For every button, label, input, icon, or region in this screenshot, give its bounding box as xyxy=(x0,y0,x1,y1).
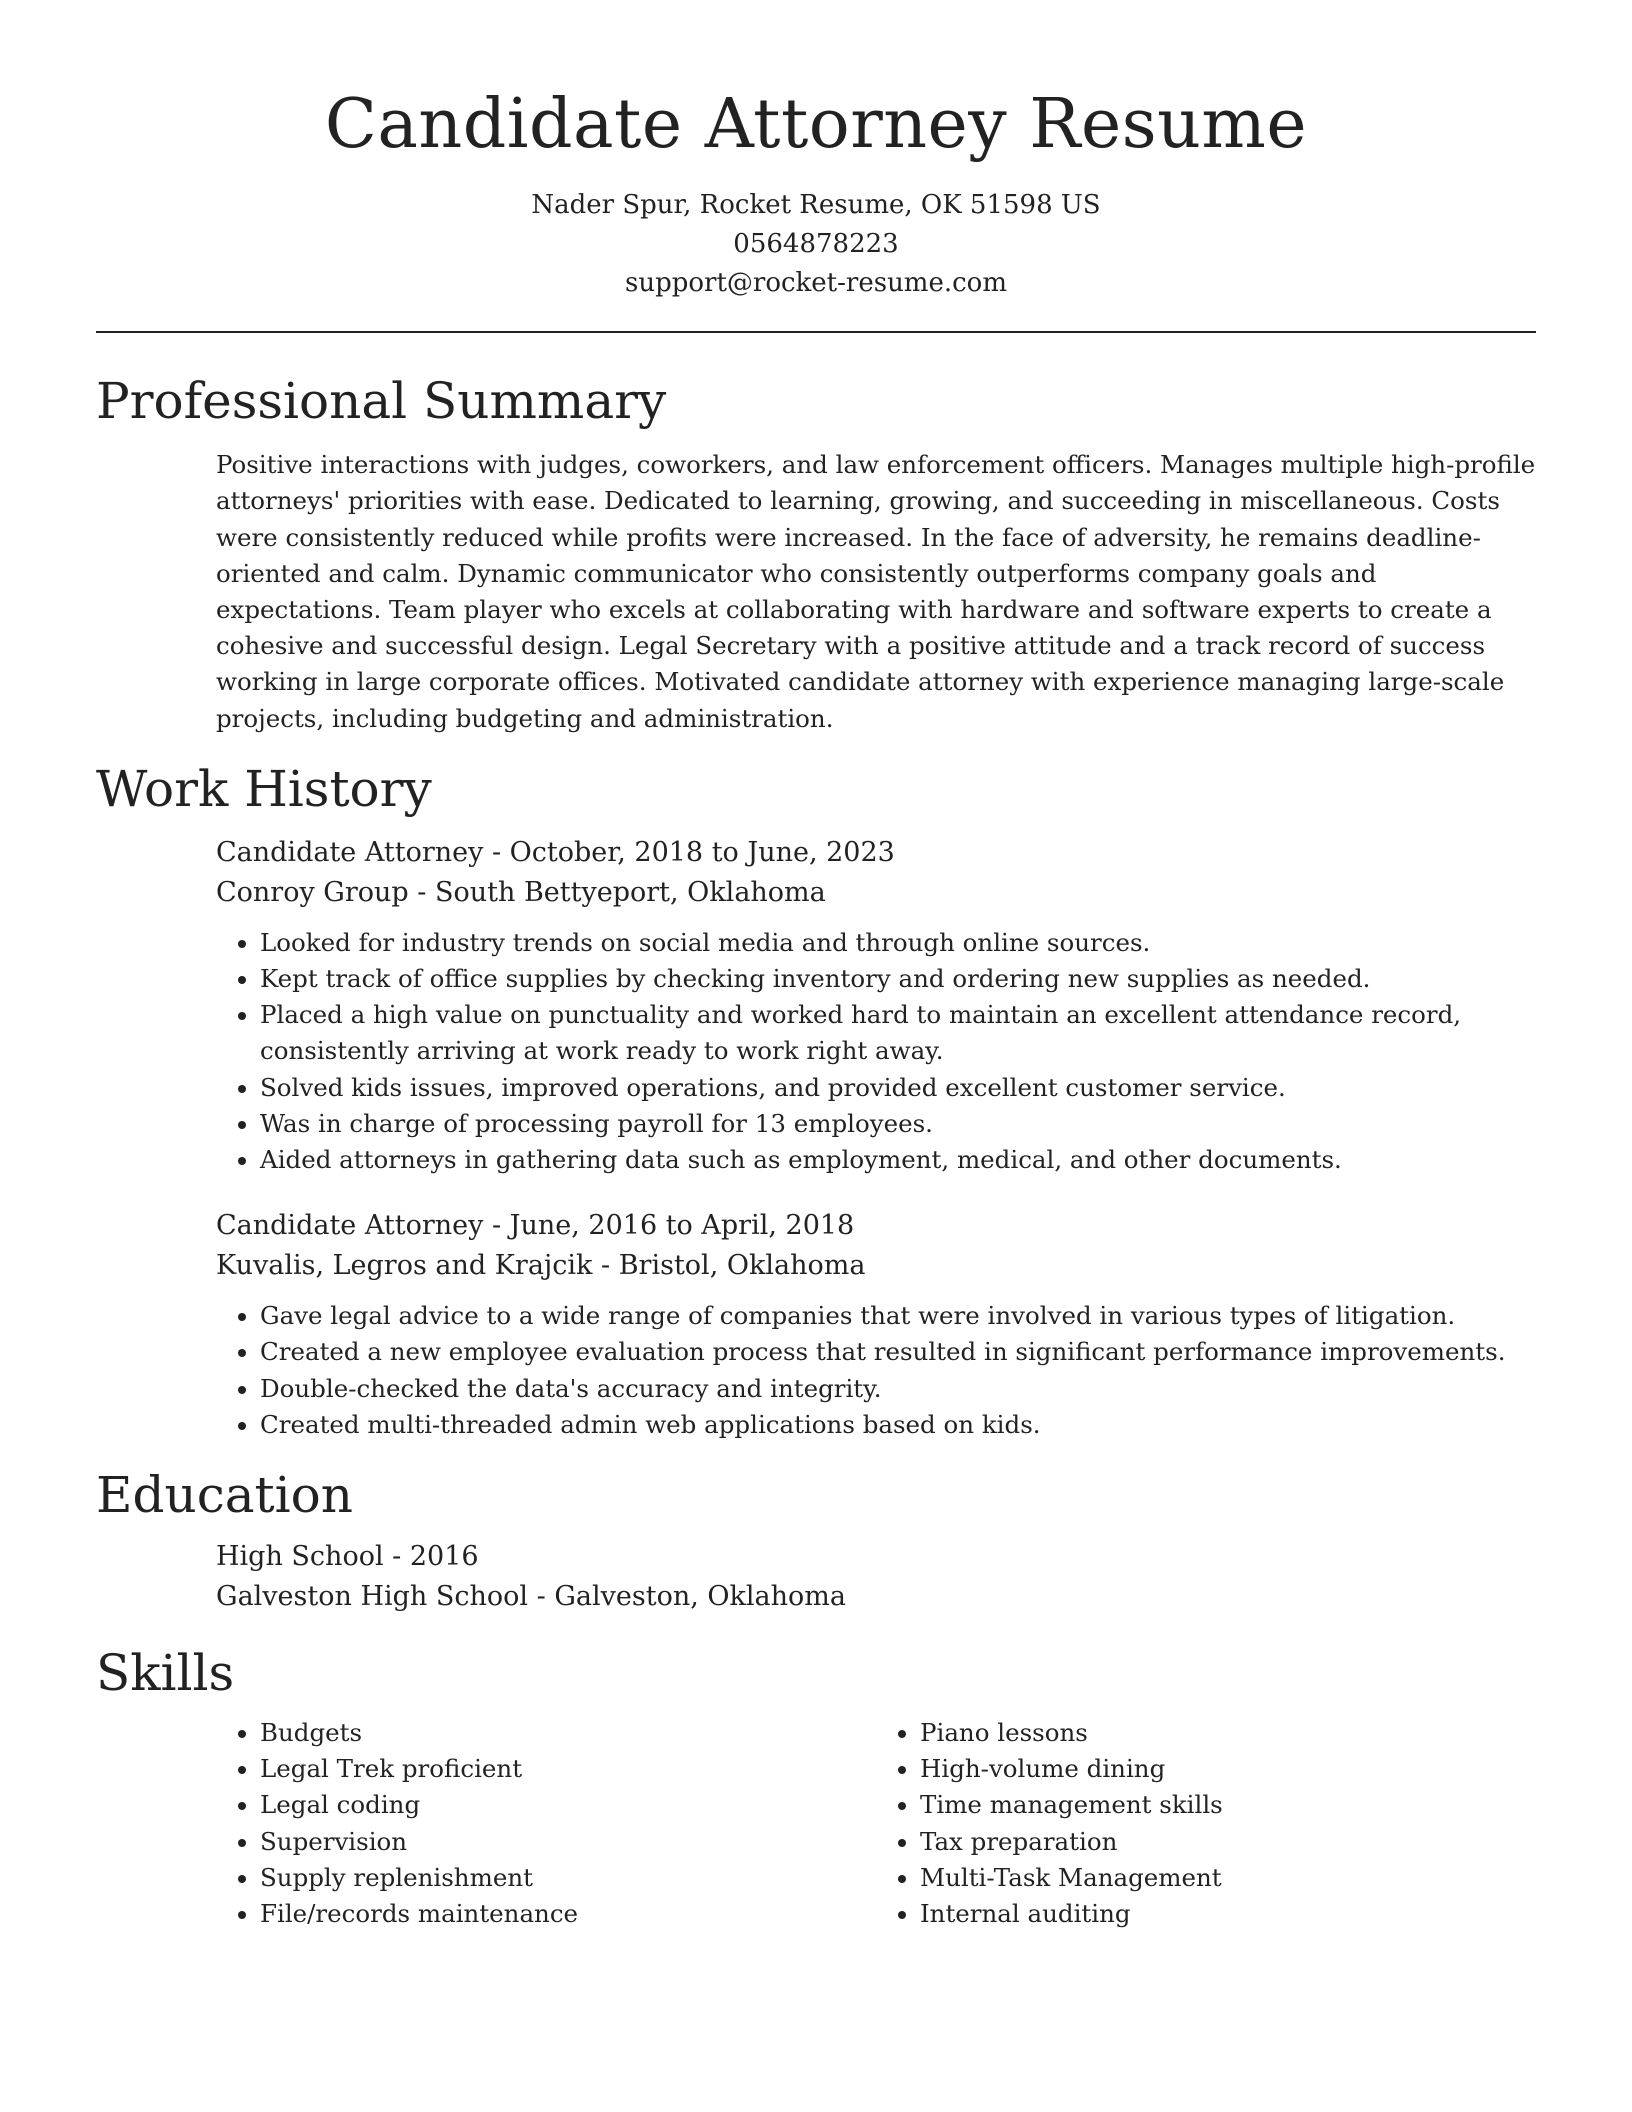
education-school: Galveston High School xyxy=(216,1581,529,1613)
job-bullet: • Placed a high value on punctuality and worked hard to maintain an excellent attendance record, consistently arriving at work ready to work right away. xyxy=(260,997,1536,1069)
skill-item: • Budgets xyxy=(260,1715,876,1751)
job-bullet: • Looked for industry trends on social media and through online sources. xyxy=(260,925,1536,961)
summary-section xyxy=(0,371,1632,737)
job-title-line xyxy=(216,1206,1536,1246)
job-bullets xyxy=(216,925,1536,1178)
skill-item: • Piano lessons xyxy=(920,1715,1536,1751)
skills-columns xyxy=(216,1715,1536,1932)
job-bullet: • Double-checked the data's accuracy and integrity. xyxy=(260,1371,1536,1407)
job-bullet: • Solved kids issues, improved operations, and provided excellent customer service. xyxy=(260,1070,1536,1106)
job-location: - South Bettyeport, Oklahoma xyxy=(408,876,826,908)
job-bullet: • Kept track of office supplies by checking inventory and ordering new supplies as needed. xyxy=(260,961,1536,997)
education-degree: High School xyxy=(216,1541,384,1573)
skill-item: • Time management skills xyxy=(920,1787,1536,1823)
job-bullets xyxy=(216,1298,1536,1443)
education-year: - 2016 xyxy=(383,1541,479,1573)
skill-item: • File/records maintenance xyxy=(260,1896,876,1932)
skills-heading: Skills xyxy=(96,1644,235,1703)
contact-address: Nader Spur, Rocket Resume, OK 51598 US xyxy=(531,190,1101,221)
job-bullet: • Gave legal advice to a wide range of companies that were involved in various types of litigation. xyxy=(260,1298,1536,1334)
job-bullet: • Was in charge of processing payroll for 13 employees. xyxy=(260,1106,1536,1142)
education-school-line xyxy=(216,1577,1536,1617)
job-company-line xyxy=(216,873,1536,913)
skills-list-right xyxy=(876,1715,1536,1932)
skill-item: • Internal auditing xyxy=(920,1896,1536,1932)
job-company: Kuvalis, Legros and Krajcik xyxy=(216,1250,593,1282)
education-location: - Galveston, Oklahoma xyxy=(528,1581,846,1613)
skill-item: • Legal Trek proficient xyxy=(260,1751,876,1787)
summary-text: Positive interactions with judges, coworkers, and law enforcement officers. Manages multiple high-profile attorneys' priorities with ease. Dedicated to learning, growing, and succeeding in miscellaneous. Costs were consistently reduced while profits were increased. In the face of adversity, he remains deadline-oriented and calm. Dynamic communicator who consistently outperforms company goals and expectations. Team player who excels at collaborating with hardware and software experts to create a cohesive and successful design. Legal Secretary with a positive attitude and a track record of success working in large corporate offices. Motivated candidate attorney with experience managing large-scale projects, including budgeting and administration. xyxy=(216,450,1536,733)
job-company-line xyxy=(216,1246,1536,1286)
resume-header xyxy=(0,0,1632,303)
skill-item: • High-volume dining xyxy=(920,1751,1536,1787)
job-location: - Bristol, Oklahoma xyxy=(592,1250,866,1282)
header-divider xyxy=(96,331,1536,333)
work-history-section xyxy=(0,759,1632,1443)
education-degree-line xyxy=(216,1537,1536,1577)
job-bullet: • Created a new employee evaluation process that resulted in significant performance improvements. xyxy=(260,1334,1536,1370)
contact-phone: 0564878223 xyxy=(733,229,899,260)
skills-list-left xyxy=(216,1715,876,1932)
skill-item: • Tax preparation xyxy=(920,1824,1536,1860)
work-history-heading: Work History xyxy=(96,759,432,818)
skill-item: • Multi-Task Management xyxy=(920,1860,1536,1896)
education-heading: Education xyxy=(96,1466,353,1525)
skill-item: • Supply replenishment xyxy=(260,1860,876,1896)
skill-item: • Supervision xyxy=(260,1824,876,1860)
job-entry xyxy=(216,1206,1536,1443)
job-bullet: • Aided attorneys in gathering data such as employment, medical, and other documents. xyxy=(260,1142,1536,1178)
job-dates: - June, 2016 to April, 2018 xyxy=(483,1210,855,1242)
job-bullet: • Created multi-threaded admin web applications based on kids. xyxy=(260,1407,1536,1443)
job-dates: - October, 2018 to June, 2023 xyxy=(483,836,895,868)
job-company: Conroy Group xyxy=(216,876,409,908)
job-title: Candidate Attorney xyxy=(216,836,484,868)
summary-heading: Professional Summary xyxy=(96,372,667,431)
job-title: Candidate Attorney xyxy=(216,1210,484,1242)
skill-item: • Legal coding xyxy=(260,1787,876,1823)
resume-title: Candidate Attorney Resume xyxy=(324,85,1308,164)
education-section xyxy=(0,1465,1632,1617)
job-entry xyxy=(216,833,1536,1178)
skills-section xyxy=(0,1643,1632,1932)
contact-email: support@rocket-resume.com xyxy=(624,268,1007,299)
job-title-line xyxy=(216,833,1536,873)
